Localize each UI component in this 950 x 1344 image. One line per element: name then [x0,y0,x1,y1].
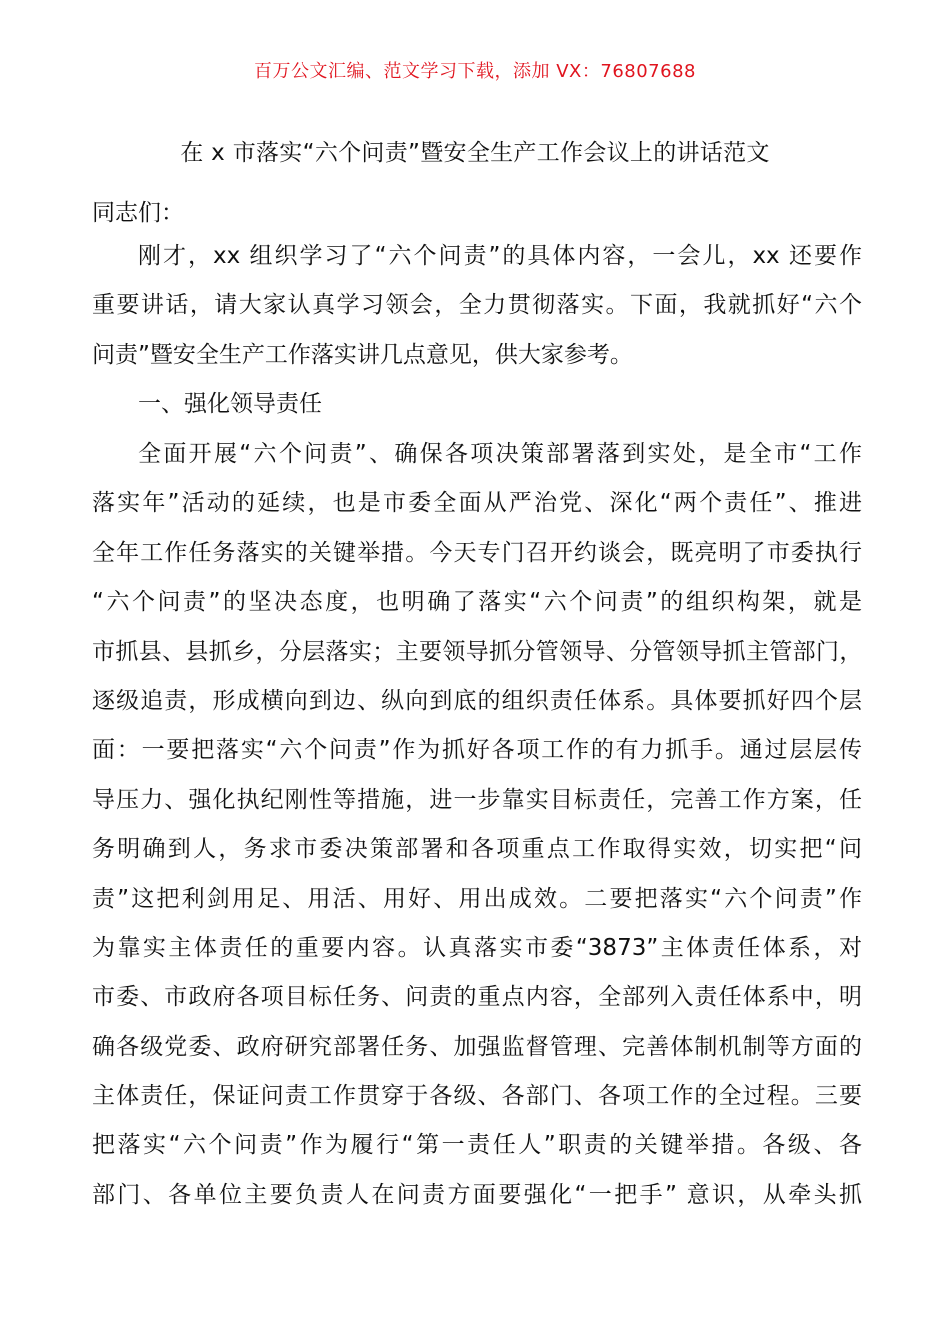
body-line: 务明确到人，务求市委决策部署和各项重点工作取得实效，切实把“问 [92,836,862,863]
body-line: 全年工作任务落实的关键举措。今天专门召开约谈会，既亮明了市委执行 [92,539,862,566]
body-line: 全面开展“六个问责”、确保各项决策部署落到实处，是全市“工作 [138,441,862,467]
body-line: 落实年”活动的延续，也是市委全面从严治党、深化“两个责任”、推进 [92,490,862,517]
body-line: 部门、各单位主要负责人在问责方面要强化“一把手” 意识，从牵头抓 [92,1181,862,1208]
body-line: 导压力、强化执纪刚性等措施，进一步靠实目标责任，完善工作方案，任 [92,786,862,813]
section-heading [92,380,862,429]
body-line: 重要讲话，请大家认真学习领会，全力贯彻落实。下面，我就抓好“六个 [92,292,862,319]
body-line: 面：一要把落实“六个问责”作为抓好各项工作的有力抓手。通过层层传 [92,737,862,764]
body-line: 刚才，xx 组织学习了“六个问责”的具体内容，一会儿，xx 还要作 [138,243,862,269]
paragraph-opening [92,232,862,380]
salutation: 同志们： [92,200,184,226]
body-line: 市委、市政府各项目标任务、问责的重点内容，全部列入责任体系中，明 [92,984,862,1011]
body-line: 责”这把利剑用足、用活、用好、用出成效。二要把落实“六个问责”作 [92,885,862,912]
header-banner: 百万公文汇编、范文学习下载，添加 VX：76807688 [254,61,696,82]
body-line: 主体责任，保证问责工作贯穿于各级、各部门、各项工作的全过程。三要 [92,1083,862,1110]
paragraph-section-one [92,430,862,1220]
body-line: 确各级党委、政府研究部署任务、加强监督管理、完善体制机制等方面的 [92,1033,862,1060]
body-line: 市抓县、县抓乡，分层落实；主要领导抓分管领导、分管领导抓主管部门， [92,638,862,665]
document-title: 在 x 市落实“六个问责”暨安全生产工作会议上的讲话范文 [180,140,770,166]
body-line: 逐级追责，形成横向到边、纵向到底的组织责任体系。具体要抓好四个层 [92,687,862,714]
body-line: 把落实“六个问责”作为履行“第一责任人”职责的关键举措。各级、各 [92,1132,862,1159]
section-heading-text: 一、强化领导责任 [138,391,322,417]
body-line: “六个问责”的坚决态度，也明确了落实“六个问责”的组织构架，就是 [92,589,862,616]
body-line: 问责”暨安全生产工作落实讲几点意见，供大家参考。 [92,341,633,368]
body-line: 为靠实主体责任的重要内容。认真落实市委“3873”主体责任体系，对 [92,934,862,961]
